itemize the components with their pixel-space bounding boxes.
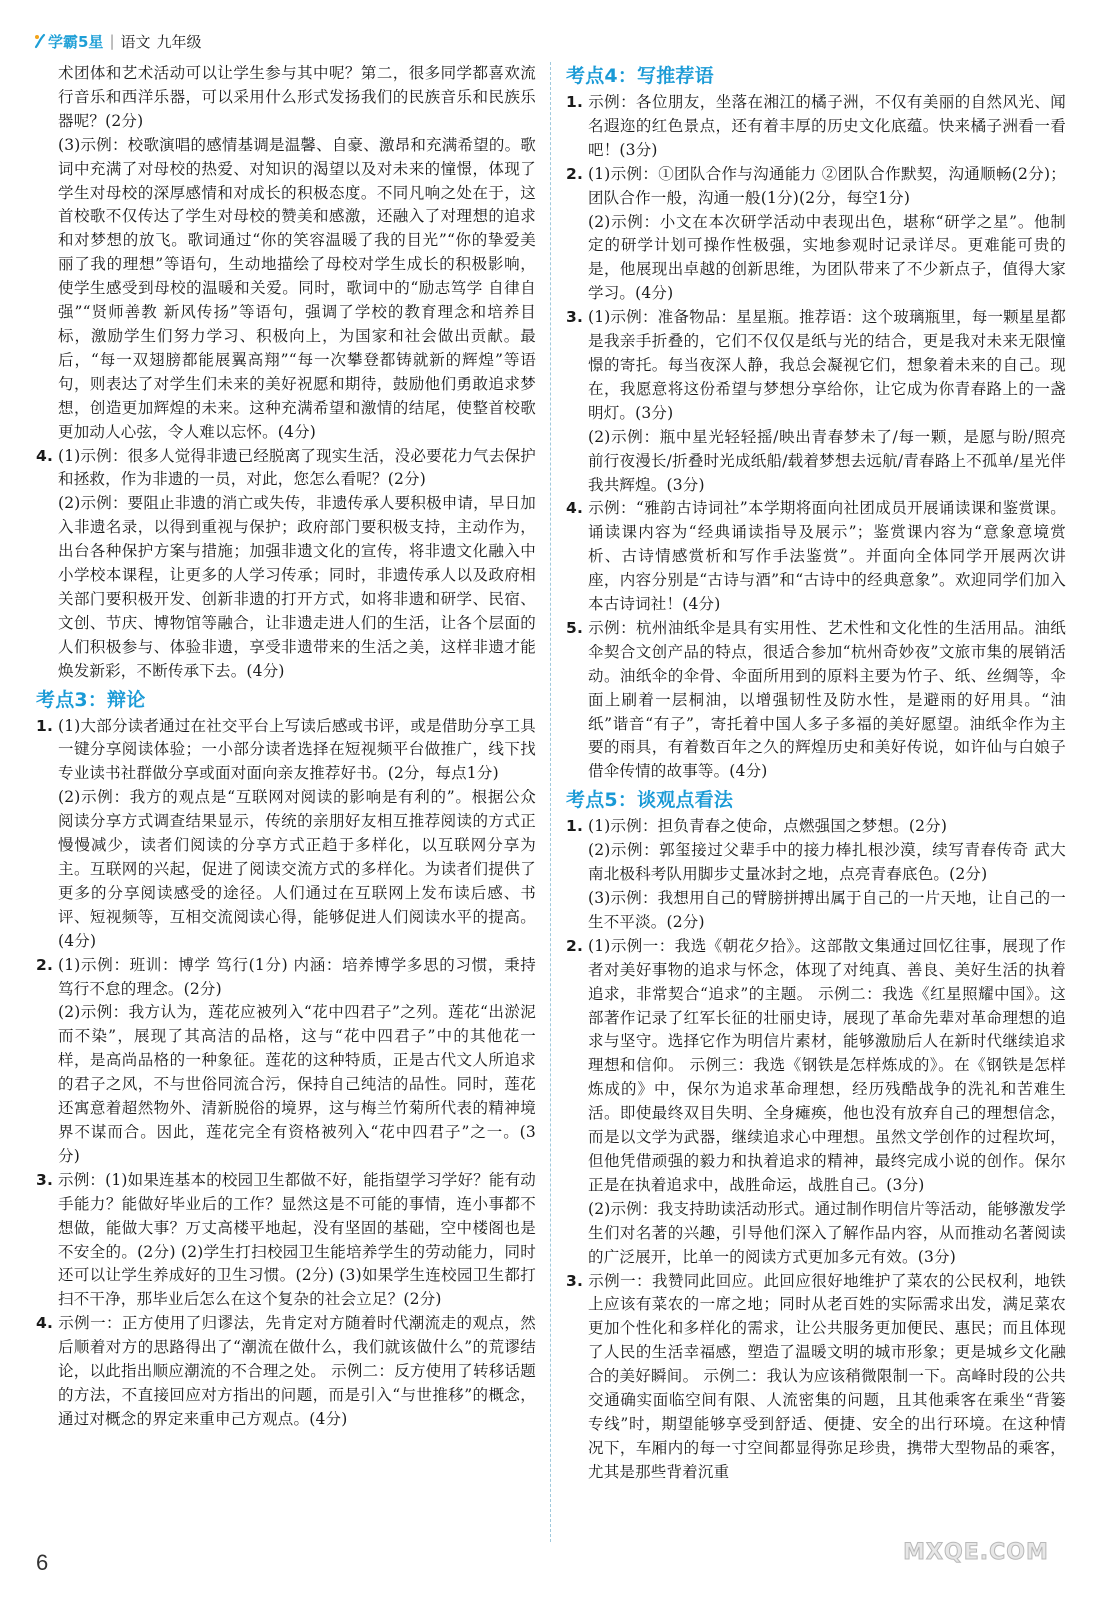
section-heading-recommendation: 考点4：写推荐语 [566, 65, 714, 87]
answer-text: 示例：各位朋友，坐落在湘江的橘子洲，不仅有美丽的自然风光、闻名遐迩的红色景点，还有着丰厚的历史文化底蕴。快来橘子洲看一看吧！(3分) [588, 93, 1066, 159]
opinion-question-2-part1 [566, 935, 1066, 1198]
question-4-part2: (2)示例：要阻止非遗的消亡或失传，非遗传承人要积极申请，早日加入非遗名录，以得到重视与保护；政府部门要积极支持，主动作为，出台各种保护方案与措施；加强非遗文化的宣传，将非遗文化融入中小学校本课程，让更多的人学习传承；同时，非遗传承人以及政府相关部门要积极开发、创新非遗的打开方式，如将非遗和研学、民宿、文创、节庆、博物馆等融合，让非遗走进人们的生活，让各个层面的人们积极参与、体验非遗，享受非遗带来的生活之美，这样非遗才能焕发新彩，不断传承下去。(4分) [58, 494, 536, 680]
answer-text: (1)示例：准备物品：星星瓶。推荐语：这个玻璃瓶里，每一颗星星都是我亲手折叠的，它们不仅仅是纸与光的结合，更是我对未来无限憧憬的寄托。每当夜深人静，我总会凝视它们，想象着未来的自己。现在，我愿意将这份希望与梦想分享给你，让它成为你青春路上的一盏明灯。(3分) [588, 308, 1066, 422]
header-separator: | [109, 32, 115, 50]
brand-logo [34, 31, 103, 52]
recommend-question-3-part1 [566, 306, 1066, 426]
recommend-question-5 [566, 617, 1066, 784]
answer-text: 示例一：正方使用了归谬法，先肯定对方随着时代潮流走的观点，然后顺着对方的思路得出了“潮流在做什么，我们就该做什么”的荒谬结论，以此指出顺应潮流的不合理之处。 示例二：反方使用了转移话题的方法，不直接回应对方指出的问题，而是引入“与世推移”的概念，通过对概念的界定来重申己方观点。(4分) [58, 1314, 536, 1428]
brand-name: 学霸5星 [48, 32, 104, 51]
answer-text: 示例：(1)如果连基本的校园卫生都做不好，能指望学习学好？能有动手能力？能做好毕业后的工作？显然这是不可能的事情，连小事都不想做，能做大事？万丈高楼平地起，没有坚固的基础，空中楼阁也是不安全的。(2分) (2)学生打扫校园卫生能培养学生的劳动能力，同时还可以让学生养成好的卫生习惯。(2分) (3)如果学生连校园卫生都打扫不干净，那毕业后怎么在这个复杂的社会立足？(2分) [58, 1170, 536, 1309]
section-heading-opinions: 考点5：谈观点看法 [566, 789, 734, 812]
opinion-question-2-part2: (2)示例：我支持助读活动形式。通过制作明信片等活动，能够激发学生们对名著的兴趣，引导他们深入了解作品内容，从而推动名著阅读的广泛展开，比单一的阅读方式更加多元有效。(3分) [588, 1199, 1066, 1266]
question-number: 4. [36, 446, 54, 465]
question-number: 4. [566, 499, 584, 518]
recommend-question-1 [566, 91, 1066, 163]
recommend-question-2-part1 [566, 163, 1066, 211]
answer-text: 示例：杭州油纸伞是具有实用性、艺术性和文化性的生活用品。油纸伞契合文创产品的特点，很适合参加“杭州奇妙夜”文旅市集的展销活动。油纸伞的伞骨、伞面所用到的原料主要为竹子、纸、丝绸等，伞面上刷着一层桐油，以增强韧性及防水性，是避雨的好用具。“油纸”谐音“有子”，寄托着中国人多子多福的美好愿望。油纸伞作为主要的雨具，有着数百年之久的辉煌历史和美好传说，如许仙与白娘子借伞传情的故事等。(4分) [588, 618, 1066, 781]
recommend-question-2-part2: (2)示例：小文在本次研学活动中表现出色，堪称“研学之星”。他制定的研学计划可操作性极强，实地参观时记录详尽。更难能可贵的是，他展现出卓越的创新思维，为团队带来了不少新点子，值得大家学习。(4分) [588, 212, 1066, 303]
question-number: 1. [566, 93, 584, 111]
question-number: 2. [566, 936, 584, 955]
section-heading-debate: 考点3：辩论 [36, 688, 146, 711]
opinion-question-1-part3: (3)示例：我想用自己的臂膀拼搏出属于自己的一片天地，让自己的一生不平淡。(2分) [588, 889, 1066, 931]
recommend-question-3-part2: (2)示例：瓶中星光轻轻摇/映出青春梦未了/每一颗，是愿与盼/照亮前行夜漫长/折叠时光成纸船/载着梦想去远航/青春路上不孤单/星光伴我共辉煌。(3分) [588, 427, 1066, 494]
subject-label: 语文 [120, 32, 151, 51]
question-number: 4. [36, 1314, 54, 1333]
question-4-part1 [36, 445, 536, 493]
recommend-question-4 [566, 497, 1066, 617]
watermark: MXQE.COM [903, 1539, 1049, 1565]
opinion-question-1-part2: (2)示例：郭玺接过父辈手中的接力棒扎根沙漠，续写青春传奇 武大南北极科考队用脚步丈量冰封之地，点亮青春底色。(2分) [588, 841, 1066, 884]
left-column [36, 62, 536, 1432]
answer-text: 示例：“雅韵古诗词社”本学期将面向社团成员开展诵读课和鉴赏课。诵读课内容为“经典诵读指导及展示”；鉴赏课内容为“意象意境赏析、古诗情感赏析和写作手法鉴赏”。并面向全体同学开展两次讲座，内容分别是“古诗与酒”和“古诗中的经典意象”。欢迎同学们加入本古诗词社！(4分) [588, 499, 1066, 614]
answer-text: (1)示例一：我选《朝花夕拾》。这部散文集通过回忆往事，展现了作者对美好事物的追求与怀念，体现了对纯真、善良、美好生活的执着追求，非常契合“追求”的主题。 示例二：我选《红星照耀中国》。这部著作记录了红军长征的壮丽史诗，展现了革命先辈对革命理想的追求与坚守。选择它作为明信片素材，能够激励后人在新时代继续追求理想和信仰。 示例三：我选《钢铁是怎样炼成的》。在《钢铁是怎样炼成的》中，保尔为追求革命理想，经历残酷战争的洗礼和苦难生活。即使最终双目失明、全身瘫痪，他也没有放弃自己的理想信念，而是以文学为武器，继续追求心中理想。虽然文学创作的过程坎坷，但他凭借顽强的毅力和执着追求的精神，最终完成小说的创作。保尔正是在执着追求中，战胜命运，战胜自己。(3分) [588, 936, 1066, 1194]
answer-text: (1)示例：①团队合作与沟通能力 ②团队合作默契，沟通顺畅(2分)；团队合作一般，沟通一般(1分)(2分，每空1分) [588, 164, 1066, 207]
question-number: 5. [566, 618, 584, 637]
question-number: 1. [36, 716, 54, 735]
debate-question-2-part2: (2)示例：我方认为，莲花应被列入“花中四君子”之列。莲花“出淤泥而不染”，展现了其高洁的品格，这与“花中四君子”中的其他花一样，是高尚品格的一种象征。莲花的这种特质，正是古代文人所追求的君子之风，不与世俗同流合污，保持自己纯洁的品性。同时，莲花还寓意着超然物外、清新脱俗的境界，这与梅兰竹菊所代表的精神境界不谋而合。因此，莲花完全有资格被列入“花中四君子”之一。(3分) [58, 1003, 536, 1165]
debate-question-4 [36, 1312, 536, 1432]
answer-text: (1)大部分读者通过在社交平台上写读后感或书评，或是借助分享工具一键分享阅读体验；一小部分读者选择在短视频平台做推广，线下找专业读书社群做分享或面对面向亲友推荐好书。(2分，每点1分) [58, 716, 536, 783]
answer-text: (1)示例：班训：博学 笃行(1分) 内涵：培养博学多思的习惯，秉持笃行不怠的理念。(2分) [58, 955, 536, 998]
grade-label: 九年级 [156, 32, 202, 51]
answer-text: (1)示例：很多人觉得非遗已经脱离了现实生活，没必要花力气去保护和拯救，作为非遗的一员，对此，您怎么看呢？(2分) [58, 446, 536, 489]
column-divider [550, 62, 551, 1542]
question-number: 3. [566, 308, 584, 327]
opinion-question-3 [566, 1270, 1066, 1485]
answer-text: (1)示例：担负青春之使命，点燃强国之梦想。(2分) [588, 817, 948, 836]
page-number: 6 [36, 1550, 49, 1575]
question-number: 1. [566, 817, 584, 836]
opinion-question-1-part1 [566, 815, 1066, 839]
question-number: 3. [36, 1170, 54, 1189]
debate-question-2-part1 [36, 954, 536, 1002]
continued-answer-part3: (3)示例：校歌演唱的感情基调是温馨、自豪、激昂和充满希望的。歌词中充满了对母校的热爱、对知识的渴望以及对未来的憧憬，体现了学生对母校的深厚感情和对成长的积极态度。不同凡响之处在于，这首校歌不仅传达了学生对母校的赞美和感激，还融入了对理想的追求和对梦想的放飞。歌词通过“你的笑容温暖了我的目光”“你的挚爱美丽了我的理想”等语句，生动地描绘了母校对学生成长的积极影响，使学生感受到母校的温暖和关爱。同时，歌词中的“励志笃学 自律自强”“贤师善教 新风传扬”等语句，强调了学校的教育理念和培养目标，激励学生们努力学习、积极向上，为国家和社会做出贡献。最后，“每一双翅膀都能展翼高翔”“每一次攀登都铸就新的辉煌”等语句，则表达了对学生们未来的美好祝愿和期待，鼓励他们勇敢追求梦想，创造更加辉煌的未来。这种充满希望和激情的结尾，使整首校歌更加动人心弦，令人难以忘怀。(4分) [58, 135, 536, 441]
debate-question-1-part2: (2)示例：我方的观点是“互联网对阅读的影响是有利的”。根据公众阅读分享方式调查结果显示，传统的亲朋好友相互推荐阅读的方式正慢慢减少，读者们阅读的分享方式正趋于多样化，以互联网分享为主。互联网的兴起，促进了阅读交流方式的多样化。为读者们提供了更多的分享阅读感受的途径。人们通过在互联网上发布读后感、书评、短视频等，互相交流阅读心得，能够促进人们阅读水平的提高。(4分) [58, 788, 536, 950]
continued-answer-part2: 术团体和艺术活动可以让学生参与其中呢？第二，很多同学都喜欢流行音乐和西洋乐器，可以采用什么形式发扬我们的民族音乐和民族乐器呢？(2分) [58, 64, 536, 130]
debate-question-3 [36, 1169, 536, 1312]
page-header [34, 30, 202, 52]
right-column [566, 62, 1066, 1485]
question-number: 2. [566, 164, 584, 183]
question-number: 3. [566, 1271, 584, 1290]
answer-text: 示例一：我赞同此回应。此回应很好地维护了菜农的公民权利，地铁上应该有菜农的一席之地；同时从老百姓的实际需求出发，满足菜农更加个性化和多样化的需求，让公共服务更加便民、惠民；而且体现了人民的生活幸福感，塑造了温暖文明的城市形象；更是城乡文化融合的美好瞬间。 示例二：我认为应该稍微限制一下。高峰时段的公共交通确实面临空间有限、人流密集的问题，且其他乘客在乘坐“背篓专线”时，期望能够享受到舒适、便捷、安全的出行环境。在这种情况下，车厢内的每一寸空间都显得弥足珍贵，携带大型物品的乘客，尤其是那些背着沉重 [588, 1271, 1066, 1481]
debate-question-1-part1 [36, 715, 536, 787]
question-number: 2. [36, 955, 54, 974]
brand-mark-icon [34, 33, 46, 49]
